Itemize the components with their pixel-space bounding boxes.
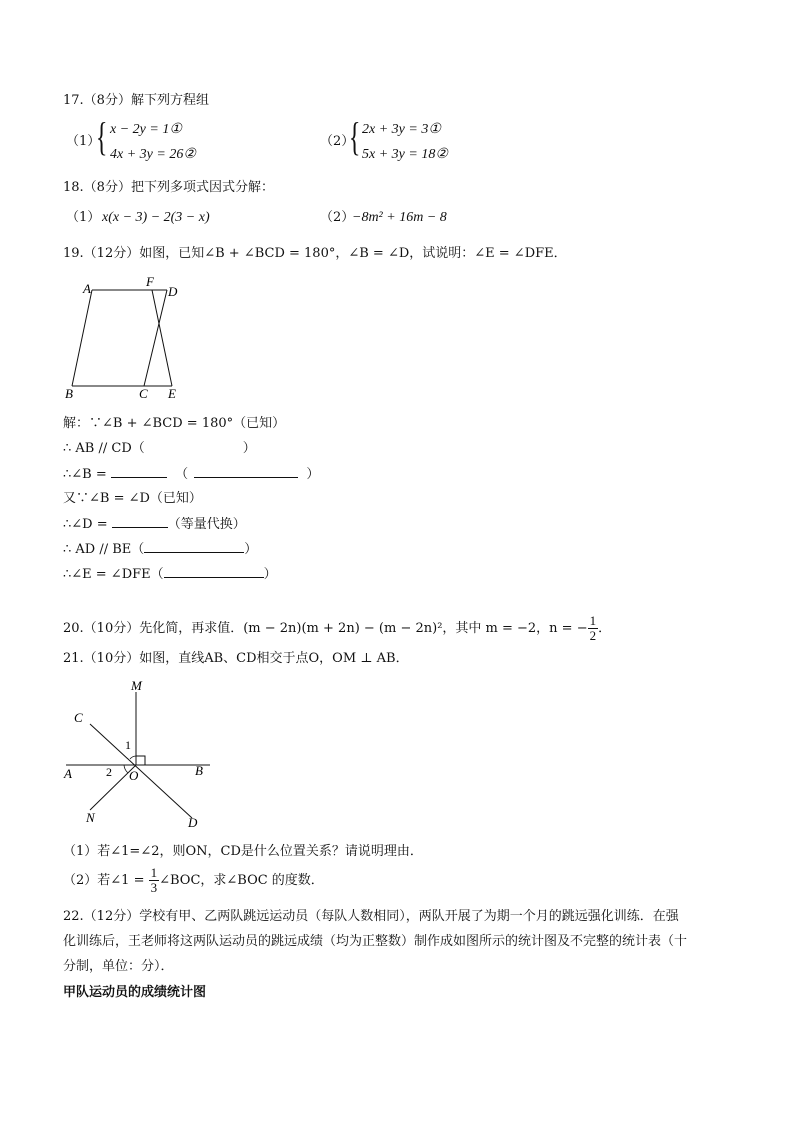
- q19-label-f: F: [146, 274, 154, 289]
- q19-solution-line-7: ∴∠E = ∠DFE（ ）: [63, 567, 277, 582]
- q19-label-b: B: [65, 386, 73, 401]
- q22-line-3: 分制，单位：分）．: [63, 959, 174, 974]
- q21-figure: [60, 676, 220, 836]
- q21-label-n: N: [86, 810, 95, 825]
- q19-label-a: A: [83, 281, 91, 296]
- q19-answer-blank-6[interactable]: [164, 565, 264, 578]
- q19-label-e: E: [168, 386, 176, 401]
- q19-answer-blank-5[interactable]: [144, 540, 244, 553]
- q20-text: 20.（10分）先化简，再求值．(m − 2n)(m + 2n) − (m − 2n)²，其中 m = −2，n = − $\frac{1}{2}$ ．: [63, 613, 612, 643]
- q19-heading: 19.（12分）如图，已知∠B + ∠BCD = 180°，∠B = ∠D，试说明：∠E = ∠DFE．: [63, 246, 567, 261]
- q21-label-o: O: [129, 768, 139, 783]
- q17-part2-brace: {: [348, 114, 361, 159]
- q18-part2-label: （2）: [320, 210, 355, 225]
- q21-fraction: $\frac{1}{3}$: [150, 865, 158, 895]
- q19-solution-line-5: ∴∠D = （等量代换）: [63, 517, 246, 532]
- q19-solution-line-4: 又∵∠B = ∠D（已知）: [63, 491, 202, 506]
- q21-label-m: M: [131, 678, 142, 693]
- q17-part2-eq2: 5x + 3y = 18②: [362, 147, 448, 162]
- q17-part1-eq2: 4x + 3y = 26②: [110, 147, 196, 162]
- q18-part1-expr: x(x − 3) − 2(3 − x): [102, 210, 210, 225]
- q19-solution-line-2: ∴ AB // CD（ ）: [63, 441, 256, 456]
- q21-part2: （2）若∠1 = $\frac{1}{3}$ ∠BOC，求∠BOC 的度数．: [63, 865, 324, 895]
- q22-line-1: 22.（12分）学校有甲、乙两队跳远运动员（每队人数相同），两队开展了为期一个月的跳远强化训练．在强: [63, 909, 679, 924]
- q21-label-c: C: [74, 710, 83, 725]
- q19-solution-line-1: 解：∵∠B + ∠BCD = 180°（已知）: [63, 416, 286, 431]
- q21-heading: 21.（10分）如图，直线AB、CD相交于点O，OM ⊥ AB．: [63, 651, 409, 666]
- q19-label-c: C: [139, 386, 148, 401]
- q19-solution-line-3: ∴∠B = （ ）: [63, 467, 320, 482]
- q18-part2-expr: −8m² + 16m − 8: [352, 210, 447, 225]
- q20-fraction: $\frac{1}{2}$: [589, 613, 597, 643]
- q22-line-2: 化训练后，王老师将这两队运动员的跳远成绩（均为正整数）制作成如图所示的统计图及不完整的统计表（十: [63, 934, 688, 949]
- q17-part1-label: （1）: [66, 134, 101, 149]
- q17-part1-brace: {: [95, 114, 108, 159]
- q21-label-b: B: [195, 763, 203, 778]
- q19-figure: [62, 274, 192, 402]
- q19-label-d: D: [168, 284, 178, 299]
- q21-label-a: A: [64, 766, 72, 781]
- q19-answer-blank-3[interactable]: [194, 465, 298, 478]
- q21-label-angle-1: 1: [125, 738, 131, 752]
- q17-part2-label: （2）: [320, 134, 355, 149]
- q18-heading: 18.（8分）把下列多项式因式分解：: [63, 180, 274, 195]
- q17-part1-eq1: x − 2y = 1①: [110, 122, 182, 137]
- q18-part1-label: （1）: [66, 210, 101, 225]
- q17-part2-eq1: 2x + 3y = 3①: [362, 122, 441, 137]
- q21-label-d: D: [188, 815, 198, 830]
- q19-solution-line-6: ∴ AD // BE（ ）: [63, 542, 258, 557]
- q21-label-angle-2: 2: [106, 765, 112, 779]
- q19-answer-blank-4[interactable]: [112, 515, 168, 528]
- q19-answer-blank-2[interactable]: [111, 465, 167, 478]
- q21-part1: （1）若∠1=∠2，则ON，CD是什么位置关系？请说明理由．: [63, 844, 423, 859]
- q17-heading: 17.（8分）解下列方程组: [63, 93, 209, 108]
- q22-chart-title: 甲队运动员的成绩统计图: [63, 985, 207, 1000]
